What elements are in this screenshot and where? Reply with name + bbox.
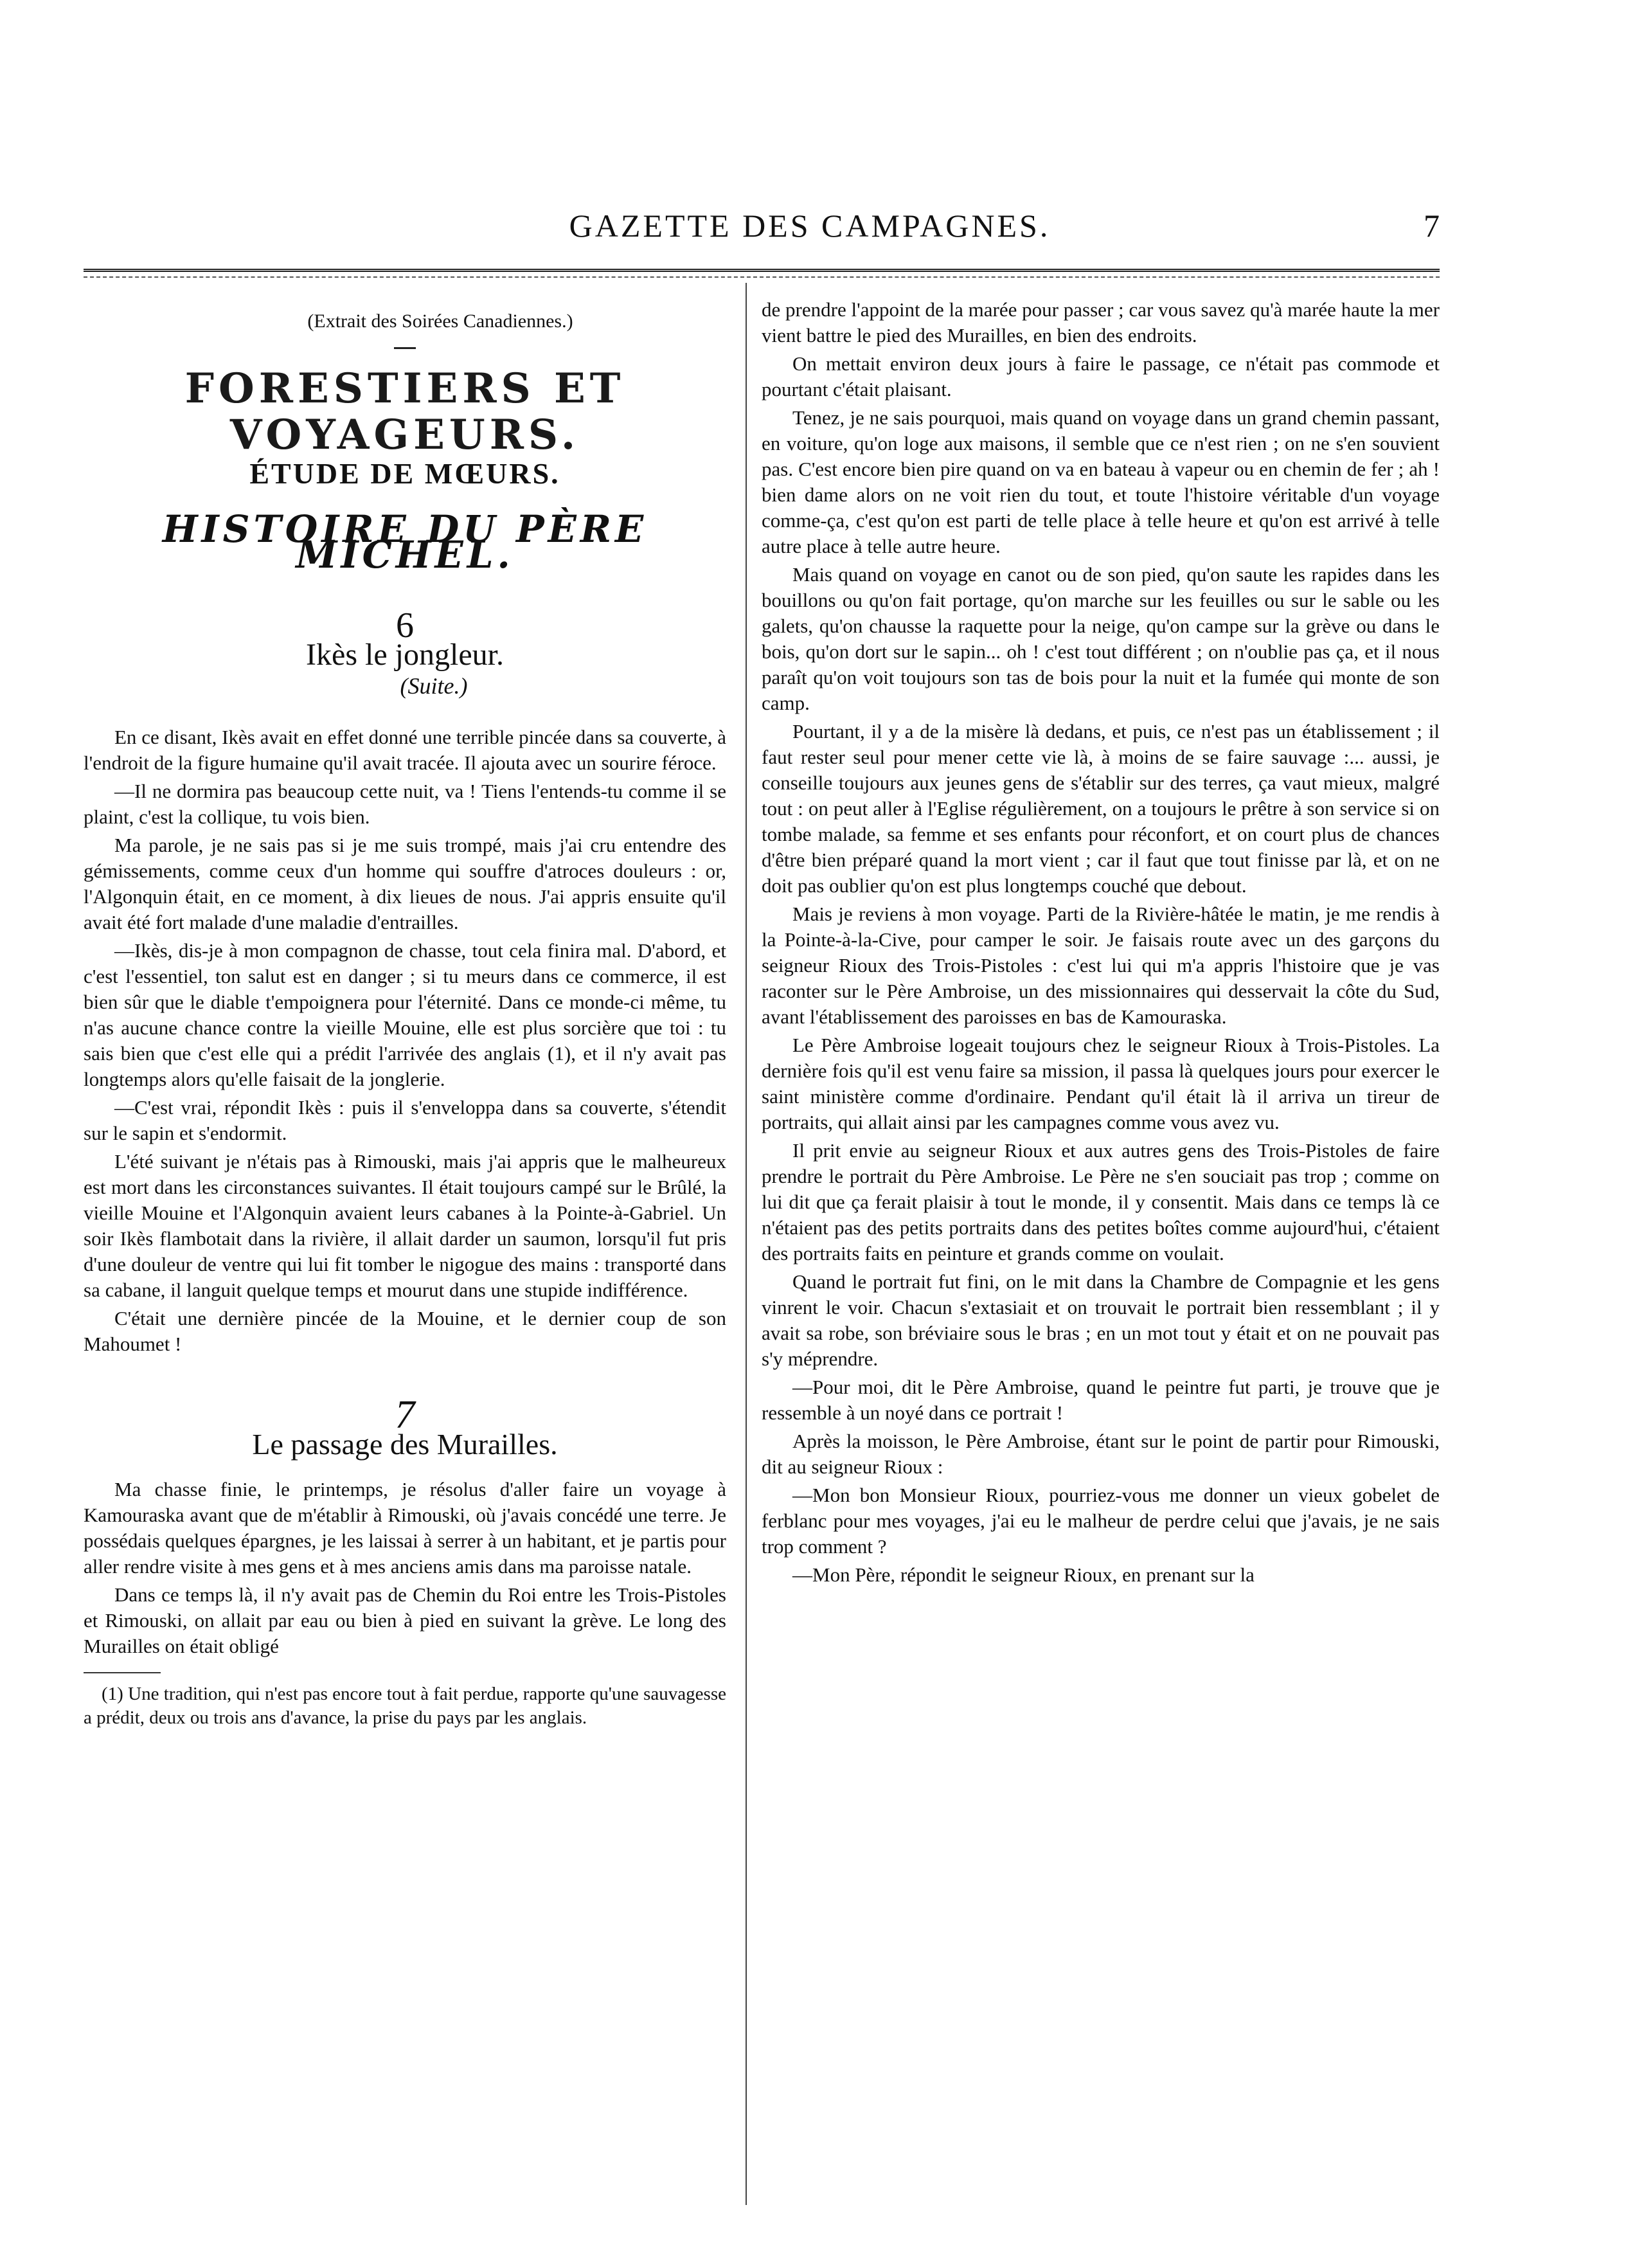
header-rule-dashed	[84, 276, 1440, 278]
paragraph: L'été suivant je n'étais pas à Rimouski, mais j'ai appris que le malheureux est mort dans les circonstances suivantes. Il était toujours campé sur le Brûlé, la vieille Mouine et l'Algonquin avaient leurs cabanes à la Pointe-à-Gabriel. Un soir Ikès flambotait dans la rivière, il allait darder un saumon, lorsqu'il fut pris d'une douleur de ventre qui lui fit tomber le nigogue des mains : transporté dans sa cabane, il languit quelque temps et mourut dans une stupide indifférence.	[84, 1150, 726, 1301]
paragraph: Ma parole, je ne sais pas si je me suis trompé, mais j'ai cru entendre des gémissements, comme ceux d'un homme qui souffre d'atroces douleurs : or, l'Algonquin était, en ce moment, à dix lieues de nous. J'ai appris ensuite qu'il avait été fort malade d'une maladie d'entrailles.	[84, 834, 726, 933]
article-title: FORESTIERS ET VOYAGEURS.	[184, 364, 625, 459]
footnote-rule	[84, 1672, 161, 1673]
paragraph: C'était une dernière pincée de la Mouine, et le dernier coup de son Mahoumet !	[84, 1307, 726, 1355]
paragraph: —Mon bon Monsieur Rioux, pourriez-vous me donner un vieux gobelet de ferblanc pour mes voyages, j'ai eu le malheur de perdre celui que j'avais, je ne sais trop comment ?	[762, 1484, 1440, 1558]
chapter-number: 6	[396, 606, 414, 645]
paragraph: Mais quand on voyage en canot ou de son pied, qu'on saute les rapides dans les bouillons ou qu'on fait portage, qu'on marche sur les feuilles ou sur le sable ou les galets, qu'on chausse la raquette pour la neige, qu'on campe sur la grève ou dans le bois, qu'on dort sur le sapin... oh ! c'est tout différent ; on n'oublie pas ça, et il nous paraît qu'on voit toujours son tas de bois pour la nuit et la fumée qui monte de son camp.	[762, 563, 1440, 714]
story-title: HISTOIRE DU PÈRE MICHEL.	[162, 507, 648, 577]
paragraph: Après la moisson, le Père Ambroise, étant sur le point de partir pour Rimouski, dit au seigneur Rioux :	[762, 1430, 1440, 1478]
paragraph: —Il ne dormira pas beaucoup cette nuit, va ! Tiens l'entends-tu comme il se plaint, c'est la collique, tu vois bien.	[84, 780, 726, 828]
left-column	[84, 309, 726, 1733]
chapter-title: Ikès le jongleur.	[306, 638, 504, 672]
page-number: 7	[1424, 208, 1440, 244]
footnote: (1) Une tradition, qui n'est pas encore tout à fait perdue, rapporte qu'une sauvagesse a prédit, deux ou trois ans d'avance, la prise du pays par les anglais.	[84, 1684, 726, 1728]
chapter-suite-note: (Suite.)	[400, 673, 468, 699]
article-subtitle: ÉTUDE DE MŒURS.	[249, 457, 560, 490]
running-head	[84, 207, 1440, 252]
paragraph: —Ikès, dis-je à mon compagnon de chasse, tout cela finira mal. D'abord, et c'est l'essentiel, ton salut est en danger ; si tu meurs dans ce commerce, il est bien sûr que le diable t'empoignera pour l'éternité. Dans ce monde-ci même, tu n'as aucune chance contre la vieille Mouine, elle est plus sorcière que toi : tu sais bien que c'est elle qui a prédit l'arrivée des anglais (1), et il n'y avait pas longtemps alors qu'elle faisait de la jonglerie.	[84, 939, 726, 1090]
paragraph: Tenez, je ne sais pourquoi, mais quand on voyage dans un grand chemin passant, en voiture, qu'on loge aux maisons, il semble que ce n'est rien ; on ne s'en souvient pas. C'est encore bien pire quand on va en bateau à vapeur ou en chemin de fer ; ah ! bien dame alors on ne voit rien du tout, et toute l'histoire véritable d'un voyage comme-ça, c'est qu'on est parti de telle place à telle heure et qu'on est arrivé à telle autre place à telle autre heure.	[762, 406, 1440, 557]
right-column	[762, 297, 1440, 1590]
column-divider	[746, 283, 747, 2205]
header-rule	[84, 269, 1440, 272]
paragraph: Il prit envie au seigneur Rioux et aux autres gens des Trois-Pistoles de faire prendre le portrait du Père Ambroise. Le Père ne s'en souciait pas trop ; comme on lui dit que ça ferait plaisir à tout le monde, il y consentit. Mais dans ce temps là ce n'étaient pas des petits portraits dans des petites boîtes comme aujourd'hui, c'étaient des portraits faits en peinture et grands comme on voulait.	[762, 1139, 1440, 1264]
source-note: (Extrait des Soirées Canadiennes.)	[307, 310, 573, 332]
paragraph: On mettait environ deux jours à faire le passage, ce n'était pas commode et pourtant c'était plaisant.	[762, 352, 1440, 401]
chapter-number: 7	[395, 1393, 415, 1437]
running-title: GAZETTE DES CAMPAGNES.	[569, 208, 1051, 244]
paragraph: Le Père Ambroise logeait toujours chez le seigneur Rioux à Trois-Pistoles. La dernière fois qu'il est venu faire sa mission, il passa là quelques jours pour exercer le saint ministère comme d'ordinaire. Pendant qu'il était là il arriva un tireur de portraits, qui allait ainsi par les campagnes comme vous avez vu.	[762, 1034, 1440, 1133]
separator-dash	[394, 347, 416, 349]
paragraph: —Mon Père, répondit le seigneur Rioux, en prenant sur la	[792, 1563, 1255, 1586]
paragraph: de prendre l'appoint de la marée pour passer ; car vous savez qu'à marée haute la mer vient battre le pied des Murailles, en bien des endroits.	[762, 298, 1440, 346]
paragraph: Dans ce temps là, il n'y avait pas de Chemin du Roi entre les Trois-Pistoles et Rimouski, on allait par eau ou bien à pied en suivant la grève. Le long des Murailles on était obligé	[84, 1583, 726, 1657]
paragraph: —Pour moi, dit le Père Ambroise, quand le peintre fut parti, je trouve que je ressemble à un noyé dans ce portrait !	[762, 1376, 1440, 1424]
paragraph: Ma chasse finie, le printemps, je résolus d'aller faire un voyage à Kamouraska avant que de m'établir à Rimouski, où j'avais concédé une terre. Je possédais quelques épargnes, je les laissai à serrer à un habitant, et je partis pour aller rendre visite à mes gens et à mes anciens amis dans ma paroisse natale.	[84, 1478, 726, 1578]
paragraph: Quand le portrait fut fini, on le mit dans la Chambre de Compagnie et les gens vinrent le voir. Chacun s'extasiait et on trouvait le portrait bien ressemblant ; il y avait sa robe, son bréviaire sous le bras ; en un mot tout y était et on ne pouvait pas s'y méprendre.	[762, 1270, 1440, 1370]
paragraph: En ce disant, Ikès avait en effet donné une terrible pincée dans sa couverte, à l'endroit de la figure humaine qu'il avait tracée. Il ajouta avec un sourire féroce.	[84, 726, 726, 774]
chapter-title: Le passage des Murailles.	[252, 1428, 558, 1461]
paragraph: —C'est vrai, répondit Ikès : puis il s'enveloppa dans sa couverte, s'étendit sur le sapin et s'endormit.	[84, 1096, 726, 1144]
paragraph: Mais je reviens à mon voyage. Parti de la Rivière-hâtée le matin, je me rendis à la Pointe-à-la-Cive, pour camper le soir. Je faisais route avec un des garçons du seigneur Rioux des Trois-Pistoles : c'est lui qui m'a appris l'histoire que je vas raconter sur le Père Ambroise, un des missionnaires qui desservait la côte du Sud, avant l'établissement des paroisses en bas de Kamouraska.	[762, 903, 1440, 1028]
paragraph: Pourtant, il y a de la misère là dedans, et puis, ce n'est pas un établissement ; il faut rester seul pour mener cette vie là, à moins de se faire sauvage :... aussi, je conseille toujours aux jeunes gens de s'établir sur des terres, ça vaut mieux, malgré tout : on peut aller à l'Eglise régulièrement, on a toujours le prêtre à son service si on tombe malade, sa femme et ses enfants pour réconfort, et on court plus de chances d'être bien préparé quand la mort vient ; car il faut que tout finisse par là, et on ne doit pas oublier qu'on est plus longtemps couché que debout.	[762, 720, 1440, 897]
